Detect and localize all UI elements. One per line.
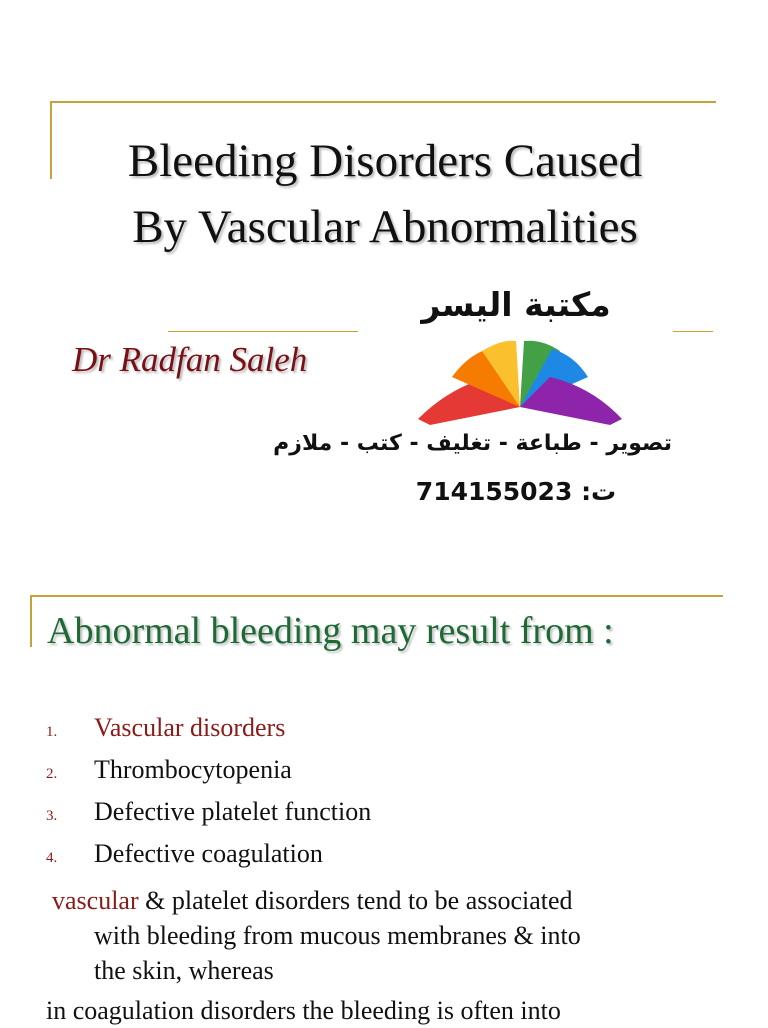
title-frame-top xyxy=(50,101,716,103)
paragraph-line: the skin, whereas xyxy=(94,956,274,985)
paragraph-vascular xyxy=(52,883,712,988)
list-number: 1. xyxy=(46,724,58,740)
library-logo xyxy=(273,285,672,520)
author-name: Dr Radfan Saleh xyxy=(72,340,308,379)
list-item xyxy=(46,839,371,881)
list-item xyxy=(46,797,371,839)
logo-phone: ت: 714155023 xyxy=(415,477,617,506)
list-text: Defective platelet function xyxy=(94,797,372,826)
list-text: Vascular disorders xyxy=(94,713,286,742)
heading-frame-left xyxy=(30,595,32,647)
author-rule-right xyxy=(673,331,713,332)
slide-heading: Abnormal bleeding may result from : xyxy=(47,610,614,652)
paragraph-text: & platelet disorders tend to be associated xyxy=(138,886,573,915)
list-number: 4. xyxy=(46,850,58,866)
title-line-1: Bleeding Disorders Caused xyxy=(127,135,643,187)
open-book-icon xyxy=(410,337,630,427)
heading-frame-top xyxy=(30,595,723,597)
list-number: 3. xyxy=(46,808,58,824)
highlight-word: vascular xyxy=(52,886,139,915)
list-number: 2. xyxy=(46,766,58,782)
list-text: Defective coagulation xyxy=(94,839,323,868)
causes-list xyxy=(46,713,371,881)
paragraph-coagulation: in coagulation disorders the bleeding is often into xyxy=(46,996,561,1025)
list-text: Thrombocytopenia xyxy=(94,755,292,784)
content-slide xyxy=(0,565,768,1024)
list-item xyxy=(46,713,371,755)
list-item xyxy=(46,755,371,797)
logo-services: تصوير - طباعة - تغليف - كتب - ملازم xyxy=(273,431,672,456)
slide-title xyxy=(40,128,730,260)
title-line-2: By Vascular Abnormalities xyxy=(132,201,638,253)
logo-name: مكتبة اليسر xyxy=(421,285,611,324)
paragraph-line: with bleeding from mucous membranes & into xyxy=(94,921,581,950)
author-rule-left xyxy=(168,331,358,332)
